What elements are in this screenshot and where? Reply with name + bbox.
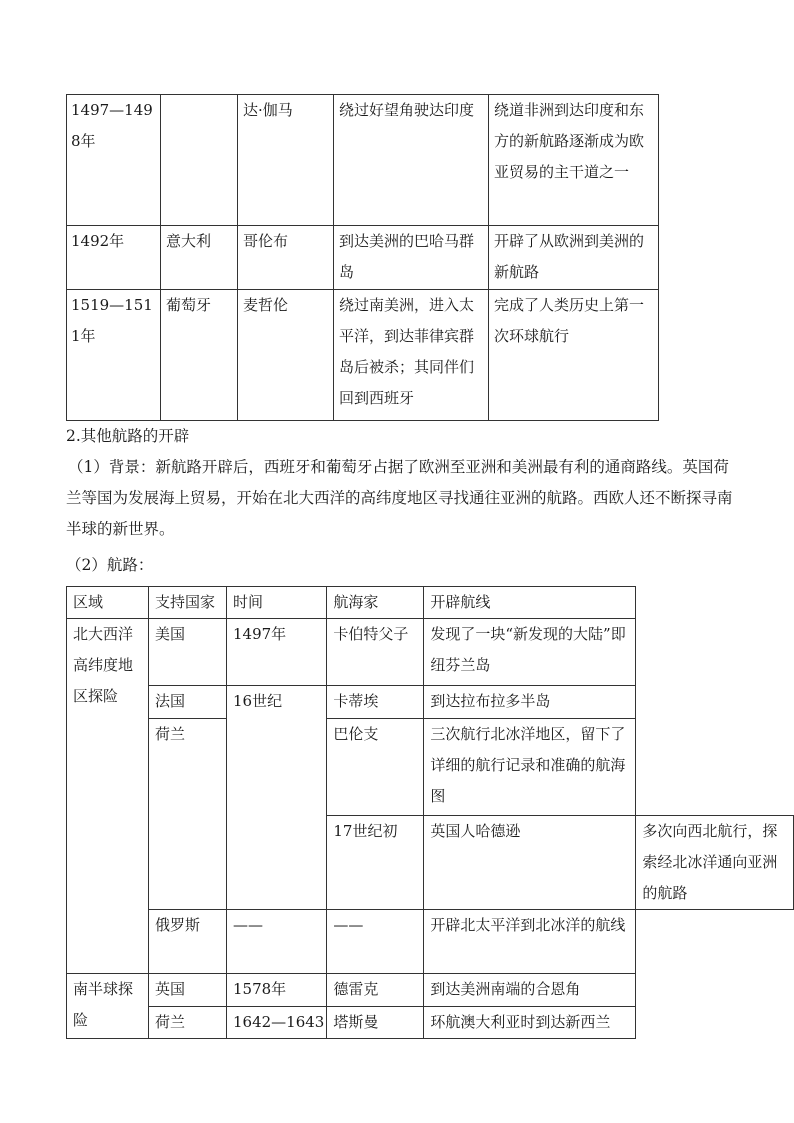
table-cell: 1497—1498年 — [67, 95, 161, 226]
table-row — [67, 619, 794, 686]
table-cell: 哥伦布 — [238, 226, 334, 290]
table-cell: 到达拉布拉多半岛 — [424, 686, 636, 719]
route-label: （2）航路： — [66, 556, 154, 574]
table-row — [67, 719, 794, 816]
table-cell: 完成了人类历史上第一次环球航行 — [489, 290, 659, 421]
header-cell: 支持国家 — [149, 587, 227, 619]
table-cell: 1578年 — [227, 974, 327, 1007]
header-cell: 区域 — [67, 587, 149, 619]
region-cell: 南半球探险 — [67, 974, 149, 1039]
table-cell: 到达美洲的巴哈马群岛 — [334, 226, 489, 290]
table-row — [67, 974, 794, 1007]
table-cell: 意大利 — [161, 226, 238, 290]
table-cell: 卡蒂埃 — [327, 686, 424, 719]
table-cell: 1497年 — [227, 619, 327, 686]
table-cell: 麦哲伦 — [238, 290, 334, 421]
table-cell: 1519—1511年 — [67, 290, 161, 421]
header-cell: 开辟航线 — [424, 587, 636, 619]
other-routes-table — [66, 586, 794, 1039]
table-cell: 17世纪初 — [327, 816, 424, 910]
table-cell: 英国 — [149, 974, 227, 1007]
table-row — [67, 226, 659, 290]
background-paragraph: （1）背景：新航路开辟后，西班牙和葡萄牙占据了欧洲至亚洲和美洲最有利的通商路线。英国荷兰等国为发展海上贸易，开始在北大西洋的高纬度地区寻找通往亚洲的航路。西欧人还不断探寻南半球的新世界。 — [66, 458, 733, 538]
table-cell: 巴伦支 — [327, 719, 424, 816]
table-cell: 塔斯曼 — [327, 1007, 424, 1039]
header-cell: 时间 — [227, 587, 327, 619]
table-row — [67, 290, 659, 421]
table-cell: 绕过好望角驶达印度 — [334, 95, 489, 226]
region-cell: 北大西洋高纬度地区探险 — [67, 619, 149, 974]
voyages-table — [66, 94, 659, 421]
table-cell: 绕道非洲到达印度和东方的新航路逐渐成为欧亚贸易的主干道之一 — [489, 95, 659, 226]
table-cell: 多次向西北航行，探索经北冰洋通向亚洲的航路 — [636, 816, 794, 910]
table-cell: 英国人哈德逊 — [424, 816, 636, 910]
table-cell: 发现了一块“新发现的大陆”即纽芬兰岛 — [424, 619, 636, 686]
table-row — [67, 910, 794, 974]
table-cell: 美国 — [149, 619, 227, 686]
table-cell: 荷兰 — [149, 719, 227, 910]
table-header-row — [67, 587, 794, 619]
table-cell: 环航澳大利亚时到达新西兰 — [424, 1007, 636, 1039]
table-cell: 法国 — [149, 686, 227, 719]
table-cell: —— — [327, 910, 424, 974]
table-cell: 达·伽马 — [238, 95, 334, 226]
table-cell: 开辟了从欧洲到美洲的新航路 — [489, 226, 659, 290]
section-title: 2.其他航路的开辟 — [66, 427, 190, 445]
table-cell: 德雷克 — [327, 974, 424, 1007]
table-cell: 俄罗斯 — [149, 910, 227, 974]
table-cell: —— — [227, 910, 327, 974]
table-cell: 16世纪 — [227, 686, 327, 910]
table-row — [67, 686, 794, 719]
table-cell — [161, 95, 238, 226]
table-cell: 卡伯特父子 — [327, 619, 424, 686]
table-cell: 荷兰 — [149, 1007, 227, 1039]
table-cell: 到达美洲南端的合恩角 — [424, 974, 636, 1007]
table-cell: 1642—1643 — [227, 1007, 327, 1039]
table-row — [67, 1007, 794, 1039]
table-row — [67, 95, 659, 226]
header-cell: 航海家 — [327, 587, 424, 619]
table-cell: 1492年 — [67, 226, 161, 290]
table-cell: 绕过南美洲，进入太平洋，到达菲律宾群岛后被杀；其同伴们回到西班牙 — [334, 290, 489, 421]
table-cell: 开辟北太平洋到北冰洋的航线 — [424, 910, 636, 974]
table-cell: 三次航行北冰洋地区，留下了详细的航行记录和准确的航海图 — [424, 719, 636, 816]
table-cell: 葡萄牙 — [161, 290, 238, 421]
